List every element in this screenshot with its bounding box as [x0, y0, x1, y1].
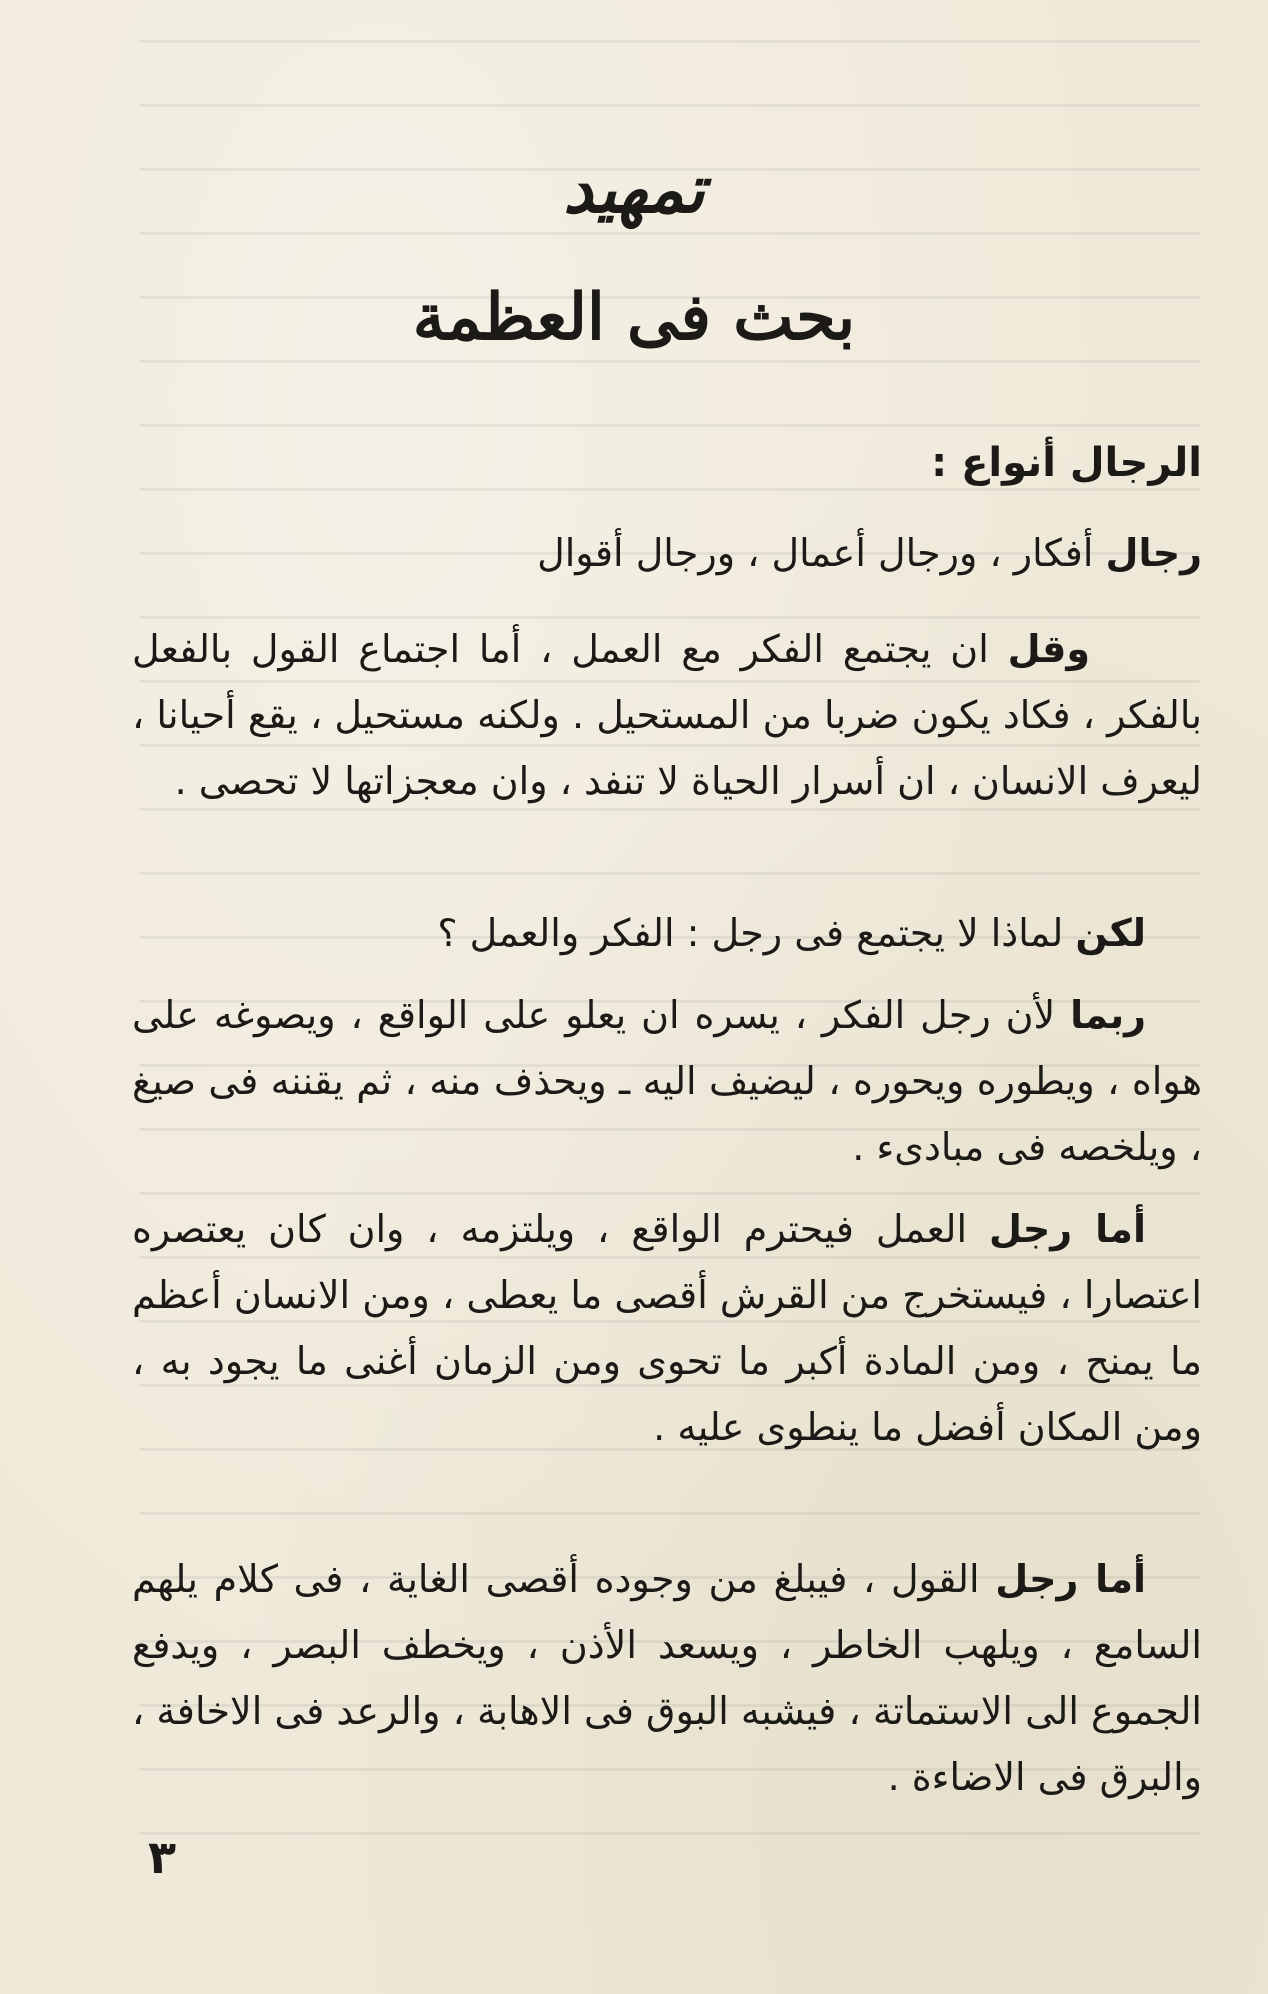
subheading: الرجال أنواع : — [931, 440, 1202, 486]
paragraph-5 — [132, 1196, 1202, 1460]
paragraph-lead: رجال — [1105, 531, 1202, 575]
paragraph-text: القول ، فيبلغ من وجوده أقصى الغاية ، فى كلام يلهم السامع ، ويلهب الخاطر ، ويسعد الأذن ، ويخطف البصر ، ويدفع الجموع الى الاستماتة ، فيشبه البوق فى الاهابة ، والرعد فى الاخافة ، والبرق فى الاضاءة . — [132, 1557, 1202, 1799]
paragraph-text: لماذا لا يجتمع فى رجل : الفكر والعمل ؟ — [437, 911, 1076, 955]
paragraph-text: أفكار ، ورجال أعمال ، ورجال أقوال — [537, 531, 1106, 575]
section-label: تمهيد — [563, 150, 705, 228]
paragraph-6 — [132, 1546, 1202, 1810]
page-number: ٣ — [148, 1830, 177, 1884]
paragraph-text: العمل فيحترم الواقع ، ويلتزمه ، وان كان يعتصره اعتصارا ، فيستخرج من القرش أقصى ما يعطى ، ومن الانسان أعظم ما يمنح ، ومن المادة أكبر ما تحوى ومن الزمان أغنى ما يجود به ، ومن المكان أفضل ما ينطوى عليه . — [132, 1207, 1202, 1449]
paragraph-lead: أما رجل — [995, 1557, 1147, 1601]
paragraph-lead: لكن — [1075, 911, 1146, 955]
paragraph-text: ان يجتمع الفكر مع العمل ، أما اجتماع القول بالفعل بالفكر ، فكاد يكون ضربا من المستحيل . ولكنه مستحيل ، يقع أحيانا ، ليعرف الانسان ، ان أسرار الحياة لا تنفد ، وان معجزاتها لا تحصى . — [132, 627, 1202, 803]
paragraph-lead: وقل — [1007, 627, 1090, 671]
paragraph-2 — [132, 616, 1202, 814]
paragraph-3 — [132, 900, 1202, 966]
paragraph-1 — [132, 520, 1258, 586]
paragraph-lead: ربما — [1070, 993, 1146, 1037]
chapter-title: بحث فى العظمة — [412, 280, 856, 355]
paragraph-4 — [132, 982, 1202, 1180]
paragraph-text: لأن رجل الفكر ، يسره ان يعلو على الواقع ، ويصوغه على هواه ، ويطوره ويحوره ، ليضيف اليه ـ ويحذف منه ، ثم يقننه فى صيغ ، ويلخصه فى مبادىء . — [132, 993, 1202, 1169]
paragraph-lead: أما رجل — [988, 1207, 1146, 1251]
